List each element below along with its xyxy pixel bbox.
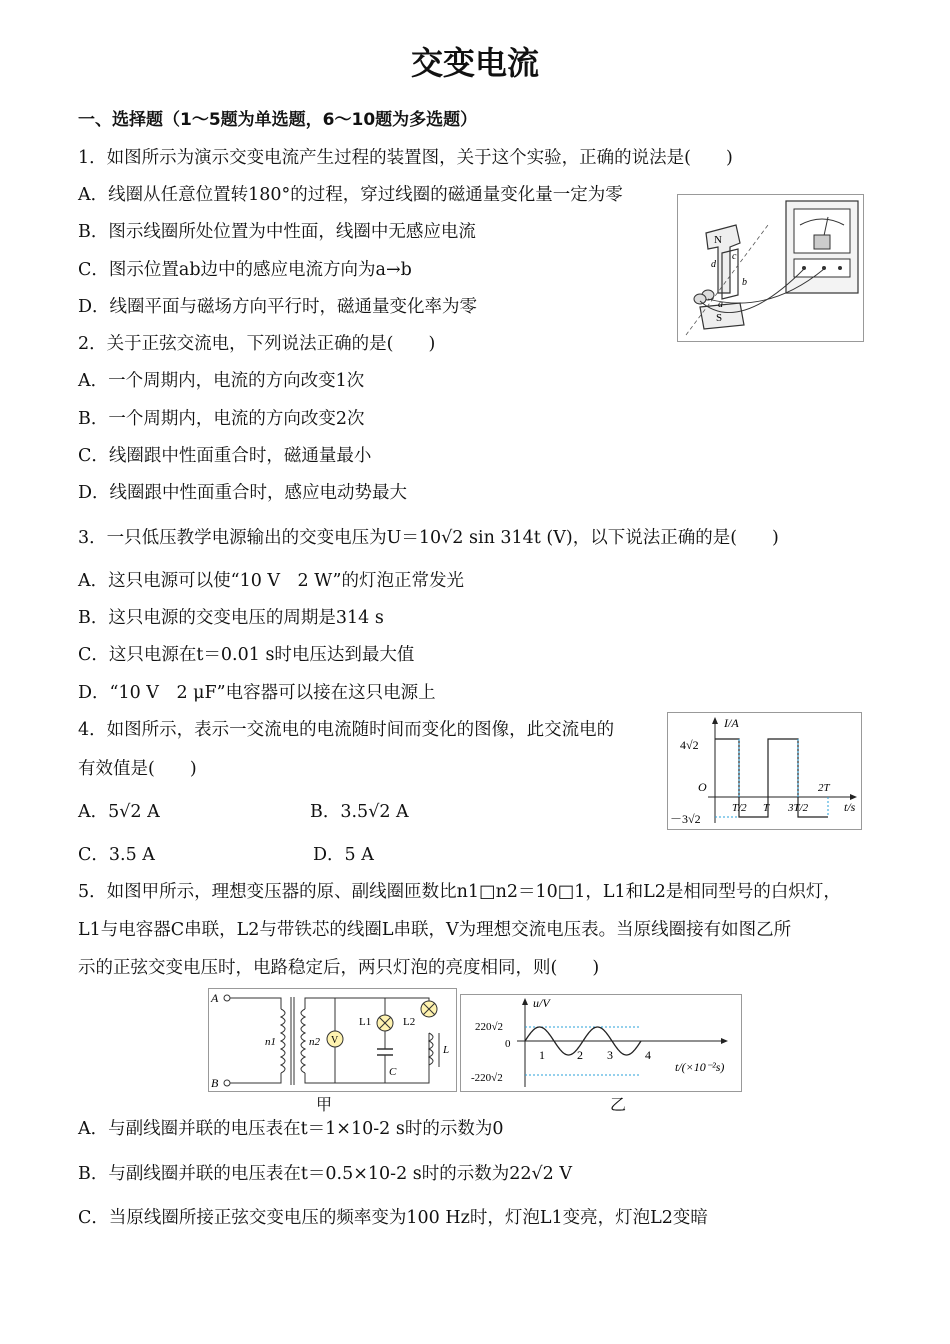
q5-option-c: C．当原线圈所接正弦交变电压的频率变为100 Hz时，灯泡L1变亮，灯泡L2变暗 [78, 1208, 708, 1228]
coil-label-c: c [732, 251, 737, 262]
q5-x-axis-label: t/(×10⁻²s) [675, 1060, 725, 1074]
terminal-b-label: B [211, 1076, 219, 1090]
q5-option-b: B．与副线圈并联的电压表在t＝0.5×10-2 s时的示数为22√2 V [78, 1164, 572, 1184]
section-heading: 一、选择题（1～5题为单选题，6～10题为多选题） [78, 110, 478, 130]
q4-option-a: A．5√2 A [78, 802, 160, 822]
secondary-coil-label: n2 [309, 1036, 320, 1048]
q2-option-c: C．线圈跟中性面重合时，磁通量最小 [78, 446, 372, 466]
q3-option-d: D．“10 V 2 μF”电容器可以接在这只电源上 [78, 683, 436, 703]
q5-option-a: A．与副线圈并联的电压表在t＝1×10-2 s时的示数为0 [78, 1119, 504, 1139]
coil-label-b: b [742, 277, 747, 288]
lamp-l1-label: L1 [359, 1016, 372, 1028]
q2-option-b: B．一个周期内，电流的方向改变2次 [78, 409, 365, 429]
q4-stem-line1: 4．如图所示，表示一交流电的电流随时间而变化的图像，此交流电的 [78, 720, 615, 740]
q4-option-c: C．3.5 A [78, 845, 155, 865]
q1-option-b: B．图示线圈所处位置为中性面，线圈中无感应电流 [78, 222, 476, 242]
q4-y-top-tick: 4√2 [680, 738, 699, 752]
magnet-south-label: S [716, 312, 723, 324]
q5-stem-line2: L1与电容器C串联，L2与带铁芯的线圈L串联，V为理想交流电压表。当原线圈接有如图乙所 [78, 920, 792, 940]
q1-figure-generator [677, 194, 864, 342]
q4-option-b: B．3.5√2 A [310, 802, 409, 822]
figure-caption-jia: 甲 [316, 1095, 333, 1114]
q4-tick-period: T [763, 802, 770, 814]
q5-tick-1: 1 [539, 1048, 545, 1062]
q4-tick-half-period: T/2 [732, 802, 747, 814]
q3-option-b: B．这只电源的交变电压的周期是314 s [78, 608, 384, 628]
coil-label-d: d [711, 259, 716, 270]
q4-y-axis-label: I/A [724, 716, 739, 730]
q5-figure-circuit [208, 988, 457, 1092]
q4-stem-line2: 有效值是( ) [78, 759, 197, 779]
figure-caption-yi: 乙 [610, 1095, 627, 1114]
q2-option-a: A．一个周期内，电流的方向改变1次 [78, 371, 365, 391]
q5-zero-label: 0 [505, 1038, 511, 1050]
q4-y-bottom-tick: －3√2 [670, 812, 701, 826]
q4-option-d: D．5 A [313, 845, 374, 865]
q4-tick-two-period: 2T [818, 782, 830, 794]
inductor-label: L [443, 1044, 450, 1056]
q3-option-a: A．这只电源可以使“10 V 2 W”的灯泡正常发光 [78, 571, 465, 591]
q1-option-d: D．线圈平面与磁场方向平行时，磁通量变化率为零 [78, 297, 478, 317]
q5-tick-2: 2 [577, 1048, 583, 1062]
q5-stem-line3: 示的正弦交变电压时，电路稳定后，两只灯泡的亮度相同，则( ) [78, 958, 600, 978]
q5-stem-line1: 5．如图甲所示，理想变压器的原、副线圈匝数比n1□n2＝10□1，L1和L2是相同型号的白炽灯， [78, 882, 841, 902]
q1-stem: 1．如图所示为演示交变电流产生过程的装置图，关于这个实验，正确的说法是( ) [78, 148, 733, 168]
q1-option-a: A．线圈从任意位置转180°的过程，穿过线圈的磁通量变化量一定为零 [78, 185, 623, 205]
q3-stem: 3．一只低压教学电源输出的交变电压为U＝10√2 sin 314t (V)，以下说法正确的是( ) [78, 528, 779, 548]
q5-y-top-tick: 220√2 [475, 1021, 504, 1033]
q1-option-c: C．图示位置ab边中的感应电流方向为a→b [78, 260, 412, 280]
q4-figure-current-graph [667, 712, 862, 830]
q5-tick-3: 3 [607, 1048, 613, 1062]
q2-option-d: D．线圈跟中性面重合时，感应电动势最大 [78, 483, 408, 503]
q5-y-axis-label: u/V [533, 996, 550, 1010]
q3-option-c: C．这只电源在t＝0.01 s时电压达到最大值 [78, 645, 415, 665]
q5-y-bottom-tick: -220√2 [471, 1072, 503, 1084]
page-title: 交变电流 [410, 44, 539, 82]
magnet-north-label: N [714, 234, 722, 246]
q4-origin-label: O [698, 780, 707, 794]
primary-coil-label: n1 [265, 1036, 276, 1048]
coil-label-a: a [718, 299, 723, 310]
q5-figure-voltage-wave [460, 994, 742, 1092]
lamp-l2-label: L2 [403, 1016, 416, 1028]
q4-x-axis-label: t/s [844, 800, 856, 814]
q4-tick-three-half-period: 3T/2 [788, 802, 809, 814]
q2-stem: 2．关于正弦交流电，下列说法正确的是( ) [78, 334, 436, 354]
voltmeter-label: V [331, 1035, 339, 1046]
terminal-a-label: A [211, 991, 219, 1005]
capacitor-label: C [389, 1066, 397, 1078]
q5-tick-4: 4 [645, 1048, 651, 1062]
